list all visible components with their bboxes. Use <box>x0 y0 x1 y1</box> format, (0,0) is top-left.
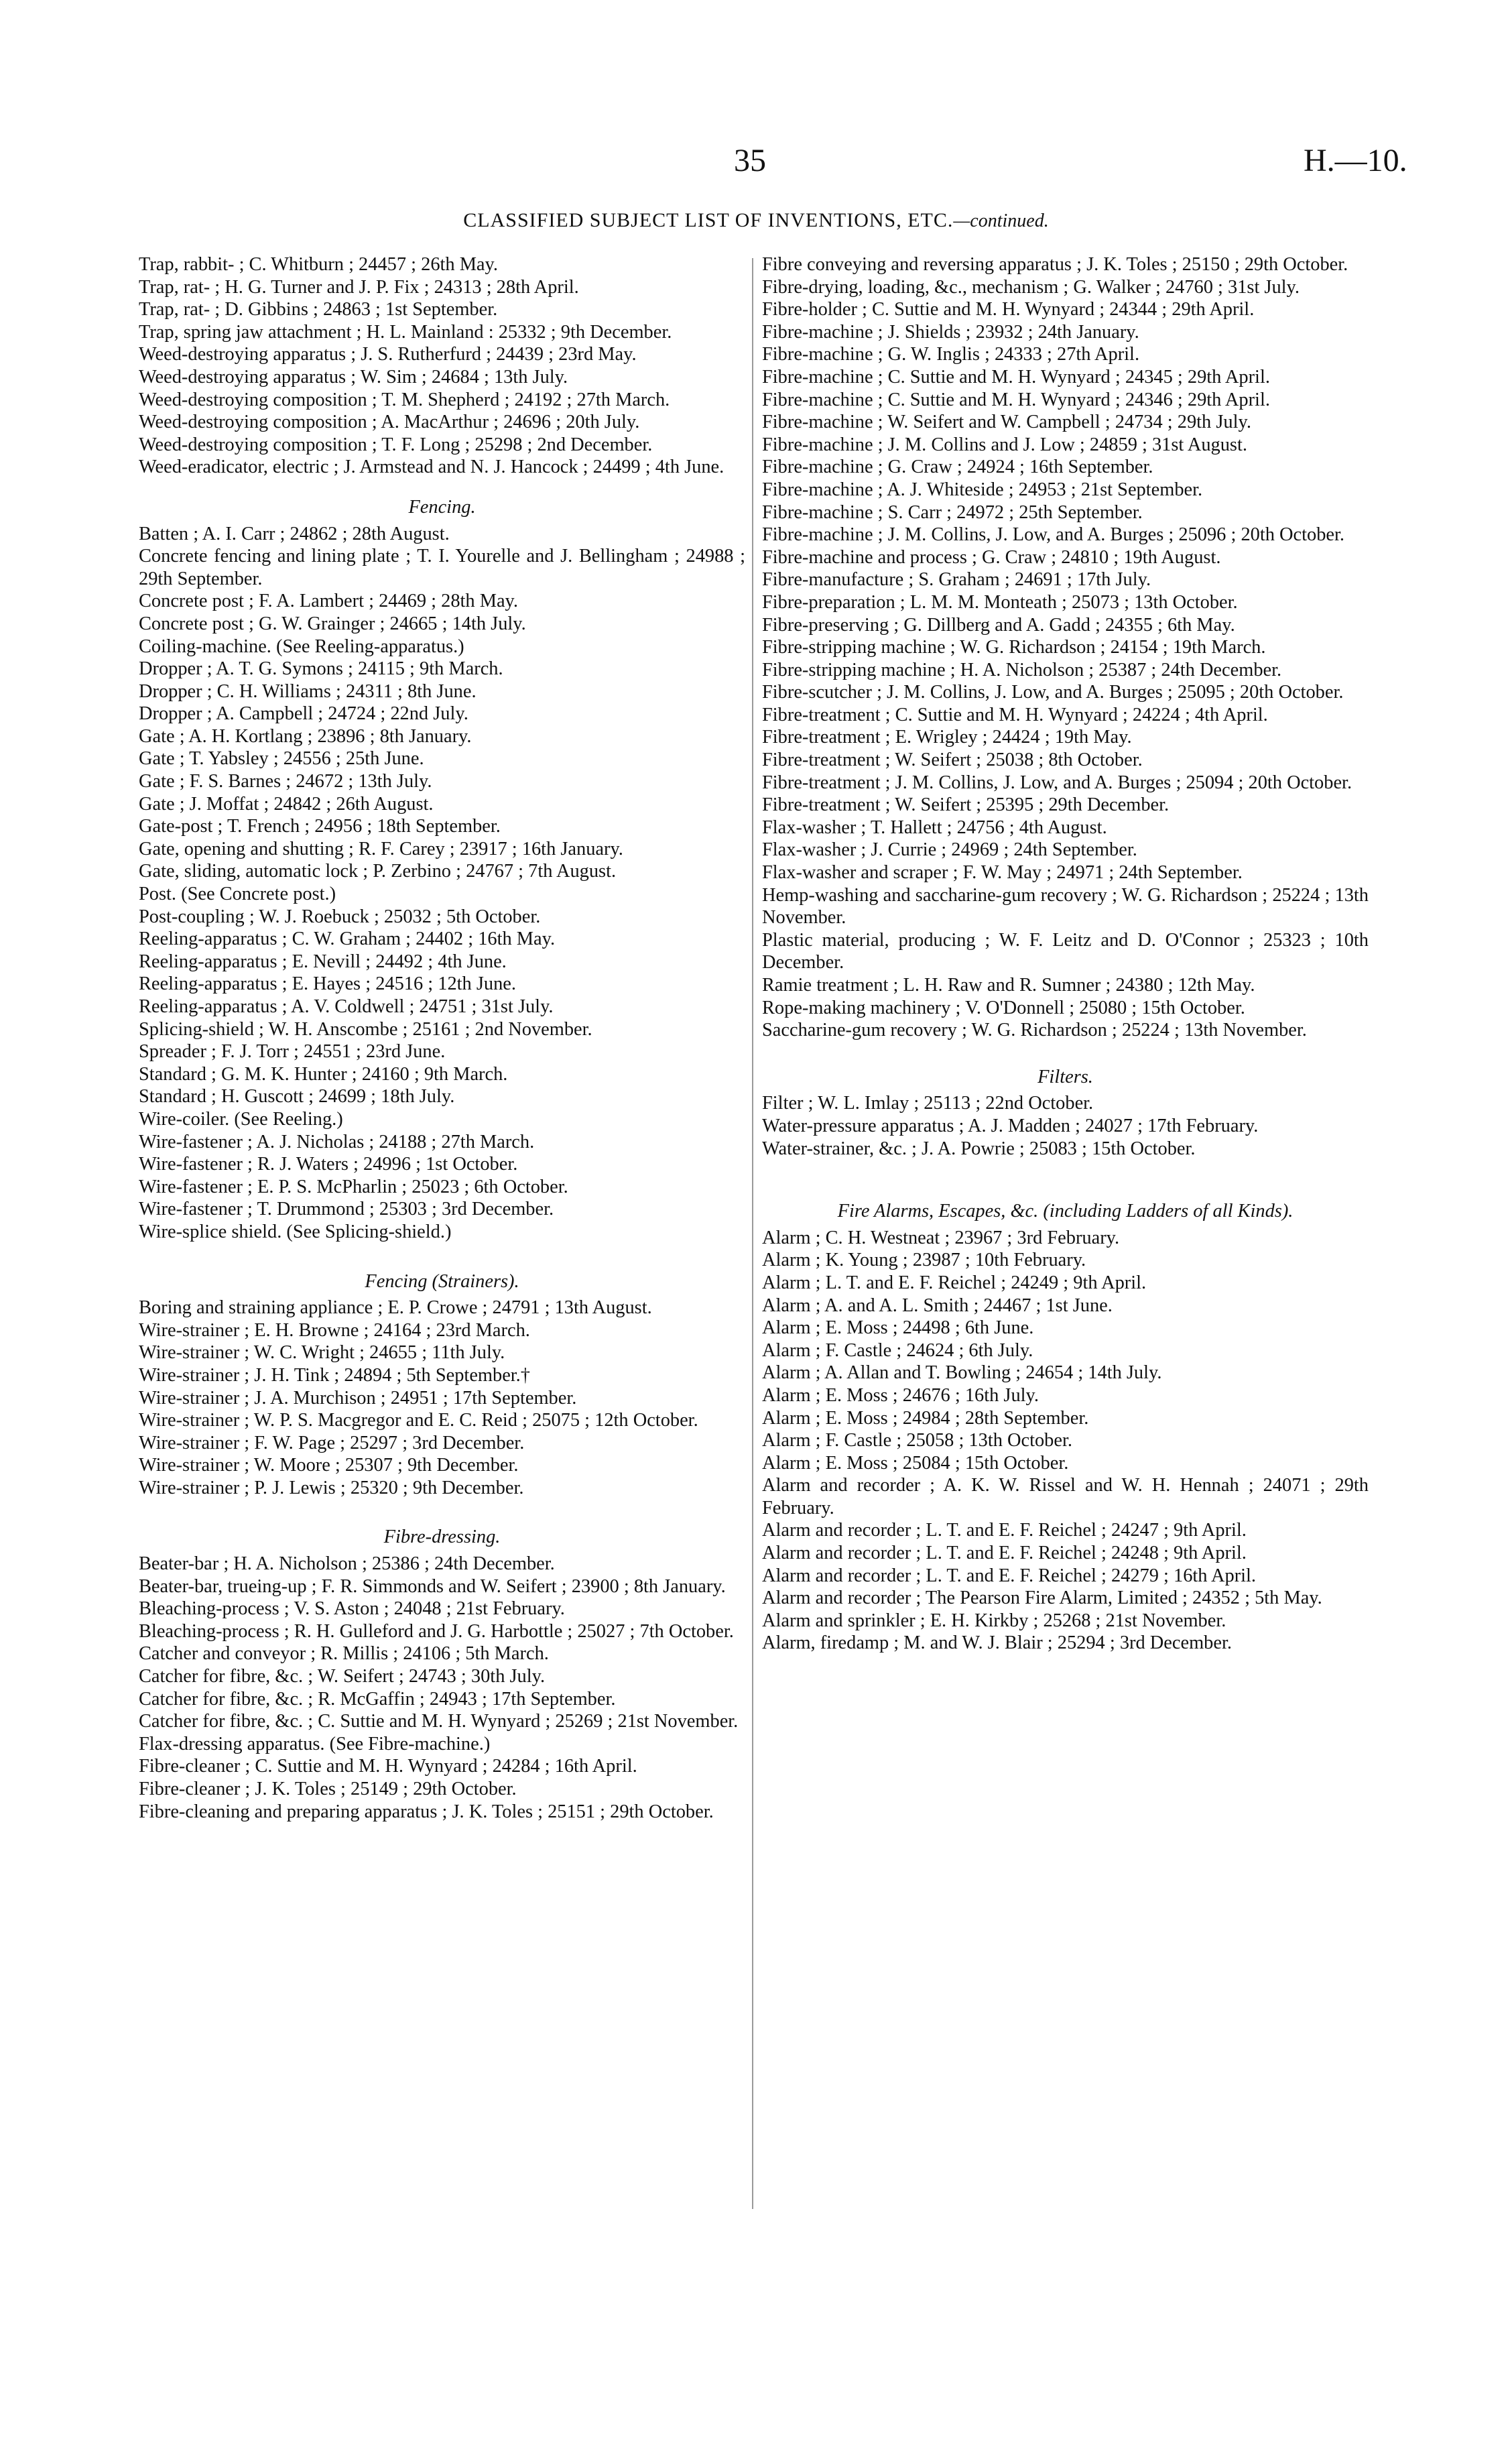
title-text: CLASSIFIED SUBJECT LIST OF INVENTIONS, ETC. <box>463 209 954 231</box>
list-entry: Alarm ; F. Castle ; 24624 ; 6th July. <box>762 1339 1033 1361</box>
list-entry: Gate ; J. Moffat ; 24842 ; 26th August. <box>139 793 434 815</box>
list-entry: Hemp-washing and saccharine-gum recovery ; W. G. Richardson ; 25224 ; 13th November. <box>762 884 1369 929</box>
list-entry: Dropper ; C. H. Williams ; 24311 ; 8th June. <box>139 680 477 702</box>
fire-alarms-list <box>762 1227 1369 1655</box>
list-entry: Standard ; G. M. K. Hunter ; 24160 ; 9th March. <box>139 1063 508 1085</box>
list-entry: Post-coupling ; W. J. Roebuck ; 25032 ; 5th October. <box>139 906 541 927</box>
list-entry: Fibre-treatment ; J. M. Collins, J. Low, and A. Burges ; 25094 ; 20th October. <box>762 772 1352 793</box>
left-column <box>139 253 745 1823</box>
list-entry: Fibre-treatment ; C. Suttie and M. H. Wynyard ; 24224 ; 4th April. <box>762 704 1268 725</box>
list-entry: Bleaching-process ; V. S. Aston ; 24048 ; 21st February. <box>139 1598 565 1620</box>
list-entry: Wire-strainer ; W. C. Wright ; 24655 ; 11th July. <box>139 1342 505 1364</box>
list-entry: Wire-coiler. (See Reeling.) <box>139 1108 343 1130</box>
list-entry: Alarm ; L. T. and E. F. Reichel ; 24249 ; 9th April. <box>762 1272 1147 1293</box>
list-entry: Fibre-machine ; G. Craw ; 24924 ; 16th September. <box>762 457 1153 478</box>
list-entry: Wire-strainer ; W. P. S. Macgregor and E. C. Reid ; 25075 ; 12th October. <box>139 1410 698 1431</box>
list-entry: Coiling-machine. (See Reeling-apparatus.) <box>139 636 464 657</box>
list-entry: Reeling-apparatus ; E. Nevill ; 24492 ; 4th June. <box>139 951 507 972</box>
section-heading-fencing-strainers: Fencing (Strainers). <box>365 1270 519 1292</box>
list-entry: Fibre-manufacture ; S. Graham ; 24691 ; 17th July. <box>762 569 1151 591</box>
section-heading-fibre-dressing: Fibre-dressing. <box>383 1527 501 1548</box>
list-entry: Splicing-shield ; W. H. Anscombe ; 25161 ; 2nd November. <box>139 1018 592 1040</box>
list-entry: Fibre-machine ; C. Suttie and M. H. Wynyard ; 24345 ; 29th April. <box>762 366 1270 387</box>
list-entry: Spreader ; F. J. Torr ; 24551 ; 23rd June. <box>139 1041 446 1063</box>
list-entry: Concrete post ; F. A. Lambert ; 24469 ; 28th May. <box>139 591 518 612</box>
list-entry: Fibre-machine ; C. Suttie and M. H. Wynyard ; 24346 ; 29th April. <box>762 389 1270 410</box>
list-entry: Dropper ; A. T. G. Symons ; 24115 ; 9th March. <box>139 658 503 680</box>
list-entry: Fibre-cleaner ; C. Suttie and M. H. Wynyard ; 24284 ; 16th April. <box>139 1756 637 1777</box>
list-entry: Catcher for fibre, &c. ; R. McGaffin ; 24943 ; 17th September. <box>139 1688 616 1710</box>
list-entry: Fibre-machine ; J. M. Collins and J. Low ; 24859 ; 31st August. <box>762 434 1247 455</box>
list-entry: Wire-splice shield. (See Splicing-shield.) <box>139 1221 452 1242</box>
list-entry: Weed-destroying apparatus ; W. Sim ; 24684 ; 13th July. <box>139 366 568 387</box>
list-entry: Alarm and recorder ; L. T. and E. F. Reichel ; 24279 ; 16th April. <box>762 1565 1257 1586</box>
document-reference: H.—10. <box>1304 143 1407 178</box>
list-entry: Flax-washer ; T. Hallett ; 24756 ; 4th August. <box>762 817 1107 838</box>
list-entry: Standard ; H. Guscott ; 24699 ; 18th July. <box>139 1086 455 1108</box>
list-entry: Alarm, firedamp ; M. and W. J. Blair ; 25294 ; 3rd December. <box>762 1632 1232 1654</box>
list-entry: Alarm and recorder ; L. T. and E. F. Reichel ; 24247 ; 9th April. <box>762 1520 1247 1541</box>
list-entry: Concrete fencing and lining plate ; T. I. Yourelle and J. Bellingham ; 24988 ; 29th September. <box>139 546 745 589</box>
list-entry: Rope-making machinery ; V. O'Donnell ; 25080 ; 15th October. <box>762 997 1245 1018</box>
list-entry: Gate ; F. S. Barnes ; 24672 ; 13th July. <box>139 771 432 792</box>
list-entry: Filter ; W. L. Imlay ; 25113 ; 22nd October. <box>762 1093 1094 1114</box>
list-entry: Fibre-treatment ; E. Wrigley ; 24424 ; 19th May. <box>762 727 1132 748</box>
list-entry: Alarm ; E. Moss ; 24984 ; 28th September. <box>762 1407 1089 1429</box>
section-heading-fencing: Fencing. <box>408 496 476 518</box>
list-entry: Alarm ; C. H. Westneat ; 23967 ; 3rd February. <box>762 1227 1120 1248</box>
list-entry: Fibre-treatment ; W. Seifert ; 25038 ; 8th October. <box>762 750 1143 771</box>
list-entry: Wire-strainer ; J. H. Tink ; 24894 ; 5th September.† <box>139 1364 530 1386</box>
title-suffix: —continued. <box>953 211 1049 231</box>
list-entry: Alarm and recorder ; L. T. and E. F. Reichel ; 24248 ; 9th April. <box>762 1543 1247 1564</box>
list-entry: Gate, opening and shutting ; R. F. Carey ; 23917 ; 16th January. <box>139 838 623 859</box>
filters-list <box>762 1092 1369 1160</box>
list-entry: Fibre-machine ; S. Carr ; 24972 ; 25th September. <box>762 501 1143 523</box>
list-entry: Catcher and conveyor ; R. Millis ; 24106 ; 5th March. <box>139 1643 549 1665</box>
list-entry: Flax-dressing apparatus. (See Fibre-machine.) <box>139 1733 491 1754</box>
left-group-traps-weeds <box>139 253 745 479</box>
section-heading-fire-alarms: Fire Alarms, Escapes, &c. (including Ladders of all Kinds). <box>837 1201 1294 1222</box>
list-entry: Reeling-apparatus ; A. V. Coldwell ; 24751 ; 31st July. <box>139 996 554 1017</box>
list-entry: Catcher for fibre, &c. ; W. Seifert ; 24743 ; 30th July. <box>139 1666 546 1687</box>
list-entry: Alarm ; E. Moss ; 25084 ; 15th October. <box>762 1452 1069 1474</box>
list-entry: Wire-strainer ; J. A. Murchison ; 24951 ; 17th September. <box>139 1387 577 1409</box>
list-entry: Fibre-cleaning and preparing apparatus ; J. K. Toles ; 25151 ; 29th October. <box>139 1801 714 1822</box>
list-entry: Alarm ; E. Moss ; 24498 ; 6th June. <box>762 1317 1034 1339</box>
fencing-strainers-list <box>139 1297 745 1499</box>
list-entry: Trap, rabbit- ; C. Whitburn ; 24457 ; 26th May. <box>139 254 498 275</box>
list-entry: Wire-strainer ; W. Moore ; 25307 ; 9th December. <box>139 1455 519 1476</box>
list-entry: Weed-destroying composition ; T. M. Shepherd ; 24192 ; 27th March. <box>139 389 670 410</box>
list-entry: Concrete post ; G. W. Grainger ; 24665 ; 14th July. <box>139 613 526 634</box>
right-column <box>762 253 1369 1655</box>
list-entry: Weed-eradicator, electric ; J. Armstead and N. J. Hancock ; 24499 ; 4th June. <box>139 457 724 478</box>
list-entry: Dropper ; A. Campbell ; 24724 ; 22nd July. <box>139 703 468 725</box>
list-entry: Wire-strainer ; P. J. Lewis ; 25320 ; 9th December. <box>139 1477 524 1498</box>
list-entry: Reeling-apparatus ; C. W. Graham ; 24402 ; 16th May. <box>139 929 556 950</box>
list-entry: Post. (See Concrete post.) <box>139 884 336 905</box>
list-entry: Weed-destroying composition ; T. F. Long ; 25298 ; 2nd December. <box>139 434 653 455</box>
list-entry: Gate ; T. Yabsley ; 24556 ; 25th June. <box>139 748 424 770</box>
list-entry: Fibre-drying, loading, &c., mechanism ; G. Walker ; 24760 ; 31st July. <box>762 276 1300 298</box>
list-entry: Fibre-treatment ; W. Seifert ; 25395 ; 29th December. <box>762 794 1170 816</box>
list-entry: Ramie treatment ; L. H. Raw and R. Sumner ; 24380 ; 12th May. <box>762 975 1255 996</box>
list-entry: Wire-fastener ; R. J. Waters ; 24996 ; 1st October. <box>139 1154 518 1175</box>
list-entry: Water-strainer, &c. ; J. A. Powrie ; 25083 ; 15th October. <box>762 1138 1196 1159</box>
list-entry: Alarm and recorder ; The Pearson Fire Alarm, Limited ; 24352 ; 5th May. <box>762 1588 1322 1609</box>
list-entry: Plastic material, producing ; W. F. Leitz and D. O'Connor ; 25323 ; 10th December. <box>762 929 1369 973</box>
list-entry: Wire-fastener ; T. Drummond ; 25303 ; 3rd December. <box>139 1199 554 1220</box>
list-entry: Catcher for fibre, &c. ; C. Suttie and M. H. Wynyard ; 25269 ; 21st November. <box>139 1711 739 1732</box>
list-entry: Flax-washer and scraper ; F. W. May ; 24971 ; 24th September. <box>762 862 1243 884</box>
page-title <box>0 209 1512 232</box>
right-group-fibre <box>762 253 1369 1042</box>
list-entry: Alarm ; A. Allan and T. Bowling ; 24654 ; 14th July. <box>762 1362 1162 1384</box>
list-entry: Fibre-machine ; W. Seifert and W. Campbell ; 24734 ; 29th July. <box>762 412 1251 433</box>
fibre-dressing-list <box>139 1553 745 1823</box>
list-entry: Water-pressure apparatus ; A. J. Madden ; 24027 ; 17th February. <box>762 1115 1259 1136</box>
list-entry: Gate ; A. H. Kortlang ; 23896 ; 8th January. <box>139 725 472 747</box>
list-entry: Fibre-preserving ; G. Dillberg and A. Gadd ; 24355 ; 6th May. <box>762 614 1235 636</box>
list-entry: Gate-post ; T. French ; 24956 ; 18th September. <box>139 816 501 837</box>
list-entry: Alarm ; A. and A. L. Smith ; 24467 ; 1st June. <box>762 1295 1113 1316</box>
section-heading-filters: Filters. <box>1037 1066 1093 1087</box>
list-entry: Fibre-scutcher ; J. M. Collins, J. Low, and A. Burges ; 25095 ; 20th October. <box>762 682 1344 703</box>
list-entry: Fibre-machine and process ; G. Craw ; 24810 ; 19th August. <box>762 546 1221 568</box>
list-entry: Wire-fastener ; A. J. Nicholas ; 24188 ; 27th March. <box>139 1131 535 1152</box>
list-entry: Wire-fastener ; E. P. S. McPharlin ; 25023 ; 6th October. <box>139 1176 568 1197</box>
list-entry: Saccharine-gum recovery ; W. G. Richardson ; 25224 ; 13th November. <box>762 1020 1307 1041</box>
list-entry: Trap, rat- ; D. Gibbins ; 24863 ; 1st September. <box>139 299 498 320</box>
list-entry: Trap, rat- ; H. G. Turner and J. P. Fix ; 24313 ; 28th April. <box>139 276 579 298</box>
list-entry: Beater-bar ; H. A. Nicholson ; 25386 ; 24th December. <box>139 1553 555 1575</box>
list-entry: Fibre-cleaner ; J. K. Toles ; 25149 ; 29th October. <box>139 1779 517 1799</box>
list-entry: Fibre-holder ; C. Suttie and M. H. Wynyard ; 24344 ; 29th April. <box>762 299 1255 320</box>
list-entry: Weed-destroying composition ; A. MacArthur ; 24696 ; 20th July. <box>139 412 640 433</box>
list-entry: Fibre-machine ; J. Shields ; 23932 ; 24th January. <box>762 321 1139 343</box>
list-entry: Flax-washer ; J. Currie ; 24969 ; 24th September. <box>762 839 1137 861</box>
list-entry: Wire-strainer ; F. W. Page ; 25297 ; 3rd December. <box>139 1432 525 1453</box>
list-entry: Alarm and sprinkler ; E. H. Kirkby ; 25268 ; 21st November. <box>762 1610 1226 1631</box>
page-number: 35 <box>734 143 766 178</box>
list-entry: Reeling-apparatus ; E. Hayes ; 24516 ; 12th June. <box>139 973 516 995</box>
list-entry: Fibre-stripping machine ; H. A. Nicholson ; 25387 ; 24th December. <box>762 659 1282 680</box>
list-entry: Gate, sliding, automatic lock ; P. Zerbino ; 24767 ; 7th August. <box>139 861 617 882</box>
fencing-list <box>139 523 745 1244</box>
list-entry: Boring and straining appliance ; E. P. Crowe ; 24791 ; 13th August. <box>139 1297 652 1319</box>
list-entry: Batten ; A. I. Carr ; 24862 ; 28th August. <box>139 523 450 544</box>
list-entry: Fibre-stripping machine ; W. G. Richardson ; 24154 ; 19th March. <box>762 637 1266 658</box>
list-entry: Alarm ; F. Castle ; 25058 ; 13th October. <box>762 1430 1072 1451</box>
list-entry: Bleaching-process ; R. H. Gulleford and J. G. Harbottle ; 25027 ; 7th October. <box>139 1620 734 1642</box>
list-entry: Wire-strainer ; E. H. Browne ; 24164 ; 23rd March. <box>139 1319 530 1341</box>
column-divider <box>752 258 753 2209</box>
list-entry: Fibre-machine ; J. M. Collins, J. Low, and A. Burges ; 25096 ; 20th October. <box>762 524 1345 546</box>
list-entry: Alarm and recorder ; A. K. W. Rissel and W. H. Hennah ; 24071 ; 29th February. <box>762 1475 1369 1518</box>
list-entry: Alarm ; K. Young ; 23987 ; 10th February. <box>762 1250 1086 1271</box>
list-entry: Alarm ; E. Moss ; 24676 ; 16th July. <box>762 1384 1039 1406</box>
list-entry: Fibre-machine ; G. W. Inglis ; 24333 ; 27th April. <box>762 344 1140 365</box>
list-entry: Fibre conveying and reversing apparatus ; J. K. Toles ; 25150 ; 29th October. <box>762 254 1348 275</box>
list-entry: Fibre-machine ; A. J. Whiteside ; 24953 ; 21st September. <box>762 479 1203 500</box>
list-entry: Fibre-preparation ; L. M. M. Monteath ; 25073 ; 13th October. <box>762 591 1238 613</box>
list-entry: Weed-destroying apparatus ; J. S. Rutherfurd ; 24439 ; 23rd May. <box>139 344 637 365</box>
list-entry: Beater-bar, trueing-up ; F. R. Simmonds and W. Seifert ; 23900 ; 8th January. <box>139 1575 726 1597</box>
list-entry: Trap, spring jaw attachment ; H. L. Mainland : 25332 ; 9th December. <box>139 321 672 343</box>
